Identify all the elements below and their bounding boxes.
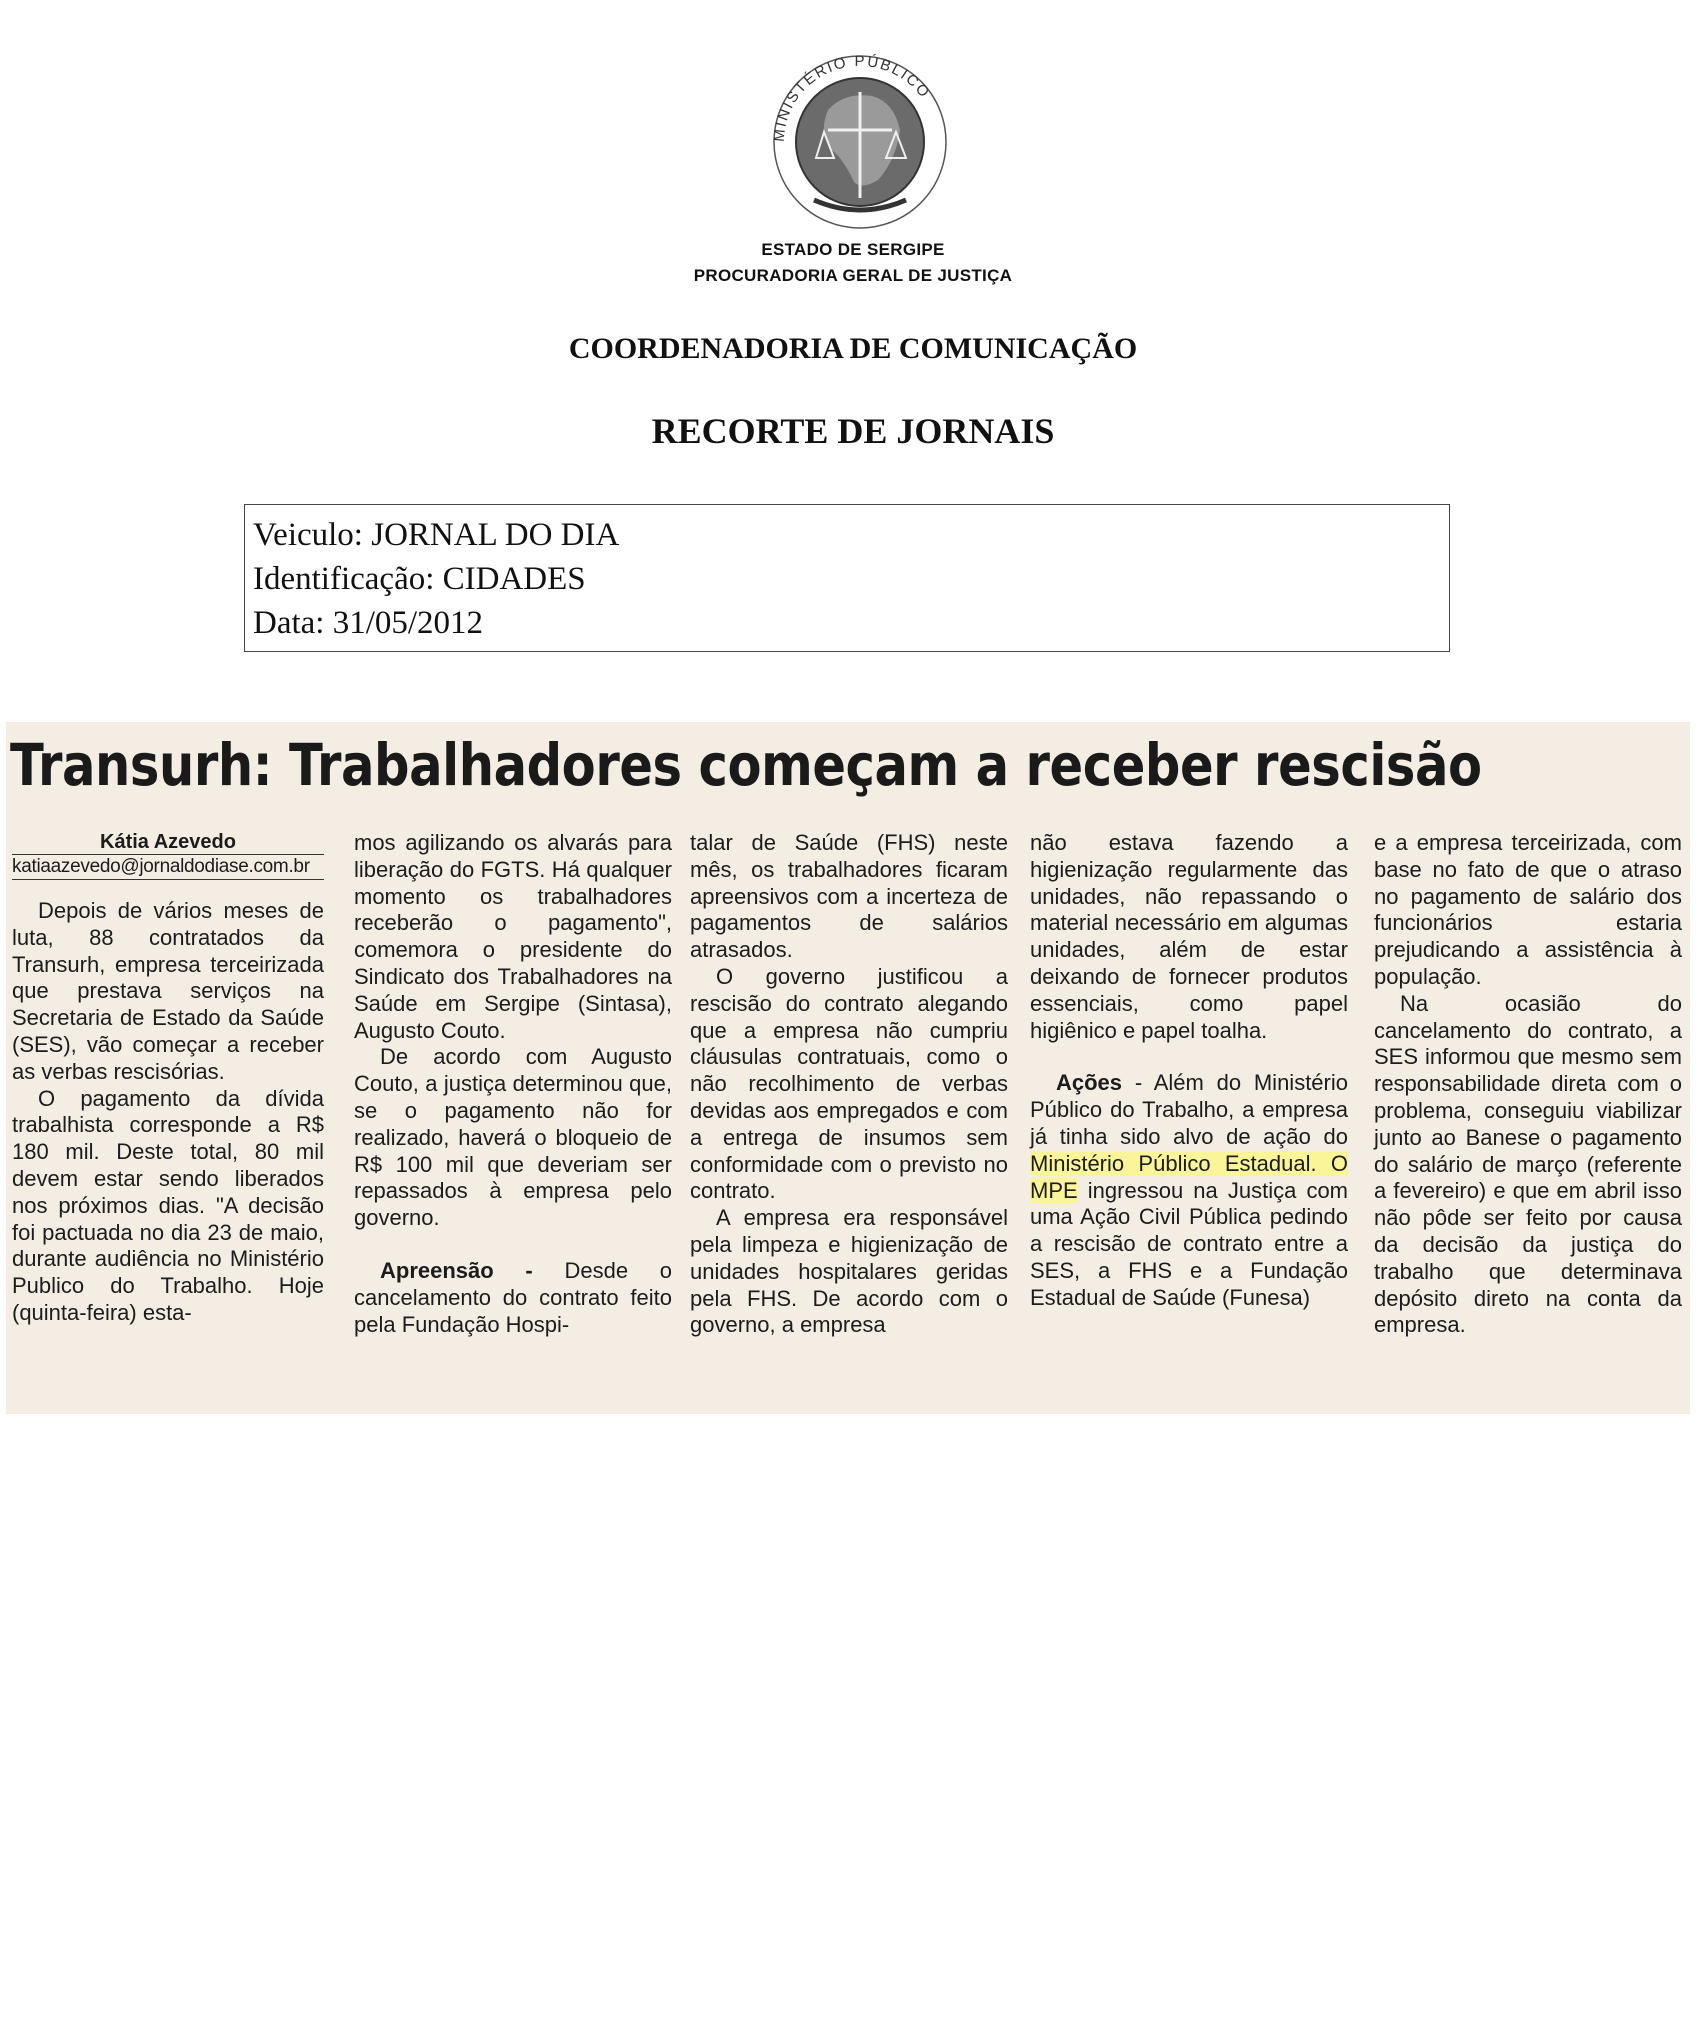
paragraph: O governo justificou a rescisão do contrato alegando que a empresa não cumpriu cláusulas contratuais, como o não recolhimento de verbas devidas aos empregados e com a entrega de insumos sem conformidade com o previsto no contrato. <box>690 963 1008 1204</box>
paragraph-text: Desde o cancelamento do contrato feito pela Fundação Hospi- <box>354 1257 672 1337</box>
subheading-acoes: Ações <box>1056 1070 1123 1096</box>
newspaper-clipping <box>6 722 1690 1414</box>
office-name: PROCURADORIA GERAL DE JUSTIÇA <box>693 266 1013 285</box>
paragraph-text: ingressou na Justiça com uma Ação Civil Pública pedindo a rescisão de contrato entre a SES, a FHS e a Fundação Estadual de Saúde (Funesa) <box>1030 1177 1348 1310</box>
ministerio-publico-seal <box>744 30 976 230</box>
department-title: COORDENADORIA DE COMUNICAÇÃO <box>568 332 1138 365</box>
identification-line: Identificação: CIDADES <box>253 561 586 597</box>
paragraph: talar de Saúde (FHS) neste mês, os trabalhadores ficaram apreensivos com a incerteza de pagamentos de salários atrasados. <box>690 830 1008 963</box>
paragraph: De acordo com Augusto Couto, a justiça determinou que, se o pagamento não for realizado, haverá o bloqueio de R$ 100 mil que deveriam ser repassados à empresa pelo governo. <box>354 1044 672 1231</box>
clipping-info-box <box>244 504 1450 652</box>
paragraph: não estava fazendo a higienização regularmente das unidades, não repassando o material necessário em algumas unidades, além de estar deixando de fornecer produtos essenciais, como papel higiênico e papel toalha. <box>1030 830 1348 1043</box>
article-column-5 <box>1374 830 1682 1339</box>
date-line: Data: 31/05/2012 <box>253 605 484 641</box>
paragraph: O pagamento da dívida trabalhista corresponde a R$ 180 mil. Deste total, 80 mil devem estar sendo liberados nos próximos dias. "A decisão foi pactuada no dia 23 de maio, durante audiência no Ministério Publico do Trabalho. Hoje (quinta-feira) esta- <box>12 1085 324 1325</box>
seal-text: MINISTÉRIO PÚBLICO <box>770 52 934 143</box>
article-column-1 <box>12 830 324 1327</box>
article-column-3 <box>690 830 1008 1339</box>
paragraph: Na ocasião do cancelamento do contrato, a SES informou que mesmo sem responsabilidade direta com o problema, conseguiu viabilizar junto ao Banese o pagamento do salário de março (referente a fevereiro) e que em abril isso não pôde ser feito por causa da decisão da justiça do trabalho que determinava depósito direto na conta da empresa. <box>1374 990 1682 1338</box>
highlighted-text: Ministério Público Estadual. O MPE <box>1030 1150 1348 1203</box>
state-name: ESTADO DE SERGIPE <box>761 240 945 259</box>
article-column-4 <box>1030 830 1348 1312</box>
author-email: katiaazevedo@jornaldodiase.com.br <box>12 854 324 880</box>
section-title: RECORTE DE JORNAIS <box>651 411 1055 451</box>
vehicle-line: Veiculo: JORNAL DO DIA <box>253 517 620 553</box>
paragraph-text: - Além do Ministério Público do Trabalho, a empresa já tinha sido alvo de ação do <box>1030 1070 1348 1149</box>
paragraph: A empresa era responsável pela limpeza e higienização de unidades hospitalares geridas pela FHS. De acordo com o governo, a empresa <box>690 1205 1008 1338</box>
paragraph: e a empresa terceirizada, com base no fato de que o atraso no pagamento de salário dos funcionários estaria prejudicando a assistência à população. <box>1374 830 1682 989</box>
subheading-paragraph <box>1030 1070 1348 1311</box>
paragraph: mos agilizando os alvarás para liberação do FGTS. Há qualquer momento os trabalhadores receberão o pagamento", comemora o presidente do Sindicato dos Trabalhadores na Saúde em Sergipe (Sintasa), Augusto Couto. <box>354 830 672 1043</box>
article-headline: Transurh: Trabalhadores começam a receber rescisão <box>10 731 1482 799</box>
author-name: Kátia Azevedo <box>100 831 236 853</box>
subheading-paragraph <box>354 1258 672 1338</box>
subheading-apreensao: Apreensão - <box>380 1257 533 1283</box>
paragraph: Depois de vários meses de luta, 88 contratados da Transurh, empresa terceirizada que prestava serviços na Secretaria de Estado da Saúde (SES), vão começar a receber as verbas rescisórias. <box>12 898 324 1084</box>
article-column-2 <box>354 830 672 1338</box>
